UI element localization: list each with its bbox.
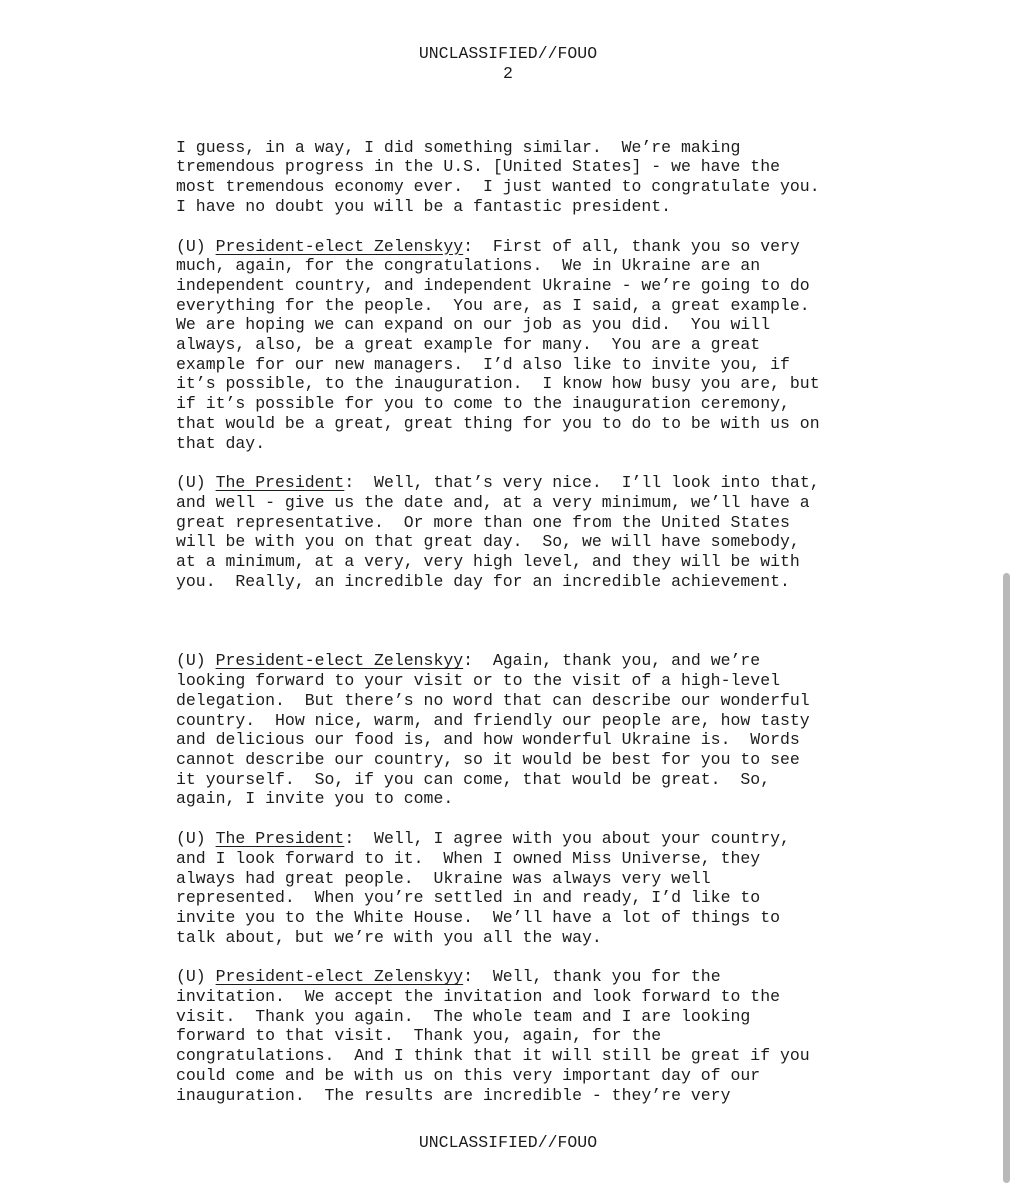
text-line: could come and be with us on this very important day of our: [176, 1065, 761, 1085]
text-line: will be with you on that great day. So, we will have somebody,: [176, 532, 800, 552]
transcript-paragraph: [176, 237, 876, 454]
classification-marker: (U): [176, 236, 216, 256]
page-footer: [0, 1133, 1016, 1153]
speaker-name: President-elect Zelenskyy: [215, 967, 464, 987]
text-line: We are hoping we can expand on our job as you did. You will: [176, 315, 771, 335]
text-line: visit. Thank you again. The whole team and I are looking: [176, 1006, 751, 1026]
text-line: [176, 829, 876, 849]
text-segment: : Well, thank you for the: [463, 967, 721, 987]
vertical-scrollbar[interactable]: [1003, 573, 1010, 1183]
speaker-name: President-elect Zelenskyy: [215, 651, 464, 671]
text-line: independent country, and independent Ukraine - we’re going to do: [176, 275, 810, 295]
speaker-name: The President: [215, 473, 345, 493]
text-line: everything for the people. You are, as I said, a great example.: [176, 295, 810, 315]
transcript-paragraph: [176, 118, 876, 217]
text-line: [176, 237, 876, 257]
transcript-paragraph: [176, 829, 876, 947]
transcript-paragraph: [176, 651, 876, 809]
text-line: delegation. But there’s no word that can describe our wonderful: [176, 690, 810, 710]
page-header: [0, 44, 1016, 83]
text-line: and I look forward to it. When I owned Miss Universe, they: [176, 848, 761, 868]
text-line: and delicious our food is, and how wonderful Ukraine is. Words: [176, 730, 800, 750]
text-line: again, I invite you to come.: [176, 789, 454, 809]
classification-marker: (U): [176, 967, 216, 987]
text-line: it yourself. So, if you can come, that would be great. So,: [176, 769, 771, 789]
text-line: represented. When you’re settled in and ready, I’d like to: [176, 888, 761, 908]
text-line: I guess, in a way, I did something similar. We’re making: [176, 137, 741, 157]
text-line: great representative. Or more than one from the United States: [176, 512, 790, 532]
header-classification: UNCLASSIFIED//FOUO: [418, 44, 598, 63]
text-line: [176, 967, 876, 987]
footer-classification: UNCLASSIFIED//FOUO: [418, 1133, 598, 1152]
text-line: always had great people. Ukraine was always very well: [176, 868, 711, 888]
transcript-paragraph: [176, 967, 876, 1105]
text-segment: : Again, thank you, and we’re: [463, 651, 761, 671]
transcript-body: [176, 118, 876, 1105]
text-line: that day.: [176, 433, 266, 453]
text-line: much, again, for the congratulations. We in Ukraine are an: [176, 256, 761, 276]
text-line: [176, 473, 876, 493]
speaker-name: The President: [215, 829, 345, 849]
classification-marker: (U): [176, 651, 216, 671]
text-line: example for our new managers. I’d also like to invite you, if: [176, 354, 790, 374]
transcript-paragraph: [176, 473, 876, 591]
text-line: most tremendous economy ever. I just wanted to congratulate you.: [176, 177, 820, 197]
classification-marker: (U): [176, 829, 216, 849]
page-number: 2: [503, 63, 513, 83]
text-segment: : First of all, thank you so very: [463, 236, 800, 256]
text-segment: : Well, I agree with you about your country,: [344, 829, 790, 849]
text-line: tremendous progress in the U.S. [United States] - we have the: [176, 157, 780, 177]
text-line: I have no doubt you will be a fantastic president.: [176, 196, 672, 216]
text-line: it’s possible, to the inauguration. I know how busy you are, but: [176, 374, 820, 394]
classification-marker: (U): [176, 473, 216, 493]
text-line: that would be a great, great thing for you to do to be with us on: [176, 413, 820, 433]
text-segment: : Well, that’s very nice. I’ll look into that,: [344, 473, 820, 493]
text-line: looking forward to your visit or to the visit of a high-level: [176, 671, 780, 691]
text-line: cannot describe our country, so it would be best for you to see: [176, 749, 800, 769]
text-line: you. Really, an incredible day for an incredible achievement.: [176, 571, 790, 591]
text-line: forward to that visit. Thank you, again, for the: [176, 1026, 662, 1046]
text-line: [176, 651, 876, 671]
text-line: talk about, but we’re with you all the way.: [176, 927, 602, 947]
text-line: congratulations. And I think that it will still be great if you: [176, 1046, 810, 1066]
text-line: country. How nice, warm, and friendly our people are, how tasty: [176, 710, 810, 730]
text-line: invitation. We accept the invitation and look forward to the: [176, 987, 780, 1007]
text-line: always, also, be a great example for many. You are a great: [176, 335, 761, 355]
text-line: invite you to the White House. We’ll have a lot of things to: [176, 907, 780, 927]
speaker-name: President-elect Zelenskyy: [215, 236, 464, 256]
text-line: at a minimum, at a very, very high level, and they will be with: [176, 552, 800, 572]
text-line: if it’s possible for you to come to the inauguration ceremony,: [176, 394, 790, 414]
text-line: and well - give us the date and, at a very minimum, we’ll have a: [176, 492, 810, 512]
text-line: inauguration. The results are incredible - they’re very: [176, 1085, 731, 1105]
